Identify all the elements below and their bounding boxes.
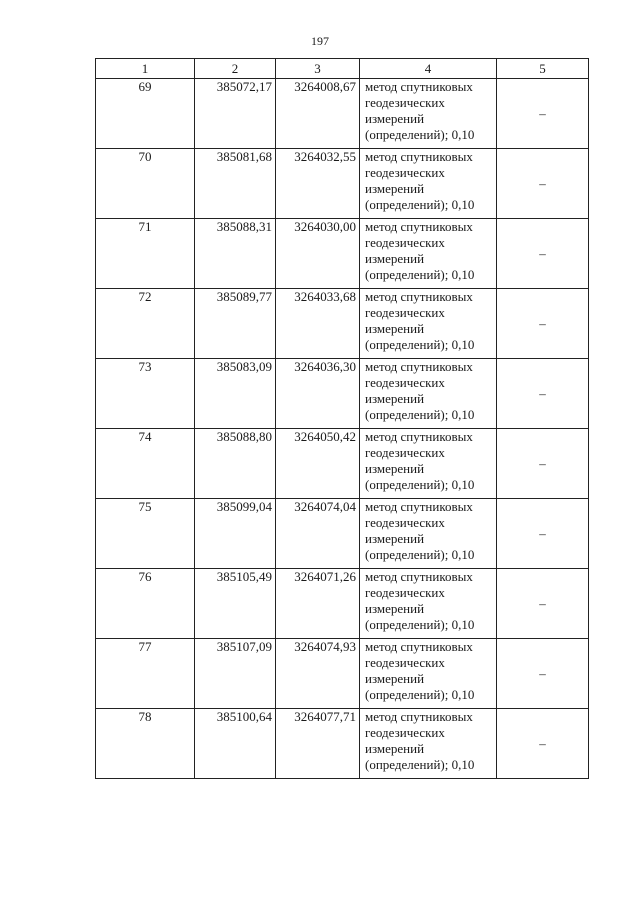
header-cell-4: 4: [360, 59, 497, 79]
method-cell: [360, 429, 497, 499]
method-text-line: измерений: [365, 531, 425, 546]
method-text-line: геодезических: [365, 235, 445, 250]
method-text-line: метод спутниковых: [365, 639, 473, 654]
method-text-line: метод спутниковых: [365, 149, 473, 164]
x-coordinate-cell: 385088,80: [195, 429, 276, 499]
y-coordinate-cell: 3264071,26: [276, 569, 360, 639]
method-text-line: (определений); 0,10: [365, 127, 475, 142]
coordinates-table: [95, 58, 589, 779]
method-text-line: (определений); 0,10: [365, 547, 475, 562]
point-number-cell: 73: [96, 359, 195, 429]
table-row: [96, 359, 589, 429]
method-text-line: (определений); 0,10: [365, 477, 475, 492]
x-coordinate-cell: 385089,77: [195, 289, 276, 359]
x-coordinate-cell: 385081,68: [195, 149, 276, 219]
method-cell: [360, 289, 497, 359]
note-cell: –: [497, 709, 589, 779]
method-text-line: (определений); 0,10: [365, 617, 475, 632]
method-text-line: геодезических: [365, 725, 445, 740]
method-text-line: метод спутниковых: [365, 499, 473, 514]
table-row: [96, 219, 589, 289]
method-text-line: (определений); 0,10: [365, 407, 475, 422]
table-row: [96, 569, 589, 639]
table-row: [96, 429, 589, 499]
method-cell: [360, 499, 497, 569]
header-cell-3: 3: [276, 59, 360, 79]
method-text-line: измерений: [365, 461, 425, 476]
y-coordinate-cell: 3264077,71: [276, 709, 360, 779]
method-text-line: геодезических: [365, 585, 445, 600]
method-text-line: измерений: [365, 391, 425, 406]
note-cell: –: [497, 499, 589, 569]
method-text-line: (определений); 0,10: [365, 757, 475, 772]
method-cell: [360, 219, 497, 289]
point-number-cell: 71: [96, 219, 195, 289]
point-number-cell: 74: [96, 429, 195, 499]
x-coordinate-cell: 385083,09: [195, 359, 276, 429]
method-text-line: измерений: [365, 321, 425, 336]
method-text-line: измерений: [365, 111, 425, 126]
method-text-line: (определений); 0,10: [365, 337, 475, 352]
y-coordinate-cell: 3264074,04: [276, 499, 360, 569]
note-cell: –: [497, 359, 589, 429]
y-coordinate-cell: 3264032,55: [276, 149, 360, 219]
table-row: [96, 709, 589, 779]
method-text-line: (определений); 0,10: [365, 267, 475, 282]
x-coordinate-cell: 385107,09: [195, 639, 276, 709]
method-cell: [360, 709, 497, 779]
y-coordinate-cell: 3264050,42: [276, 429, 360, 499]
x-coordinate-cell: 385100,64: [195, 709, 276, 779]
x-coordinate-cell: 385105,49: [195, 569, 276, 639]
method-cell: [360, 359, 497, 429]
note-cell: –: [497, 79, 589, 149]
header-cell-1: 1: [96, 59, 195, 79]
method-text-line: геодезических: [365, 445, 445, 460]
method-text-line: измерений: [365, 601, 425, 616]
point-number-cell: 76: [96, 569, 195, 639]
method-text-line: геодезических: [365, 165, 445, 180]
point-number-cell: 69: [96, 79, 195, 149]
point-number-cell: 77: [96, 639, 195, 709]
header-cell-5: 5: [497, 59, 589, 79]
method-text-line: метод спутниковых: [365, 359, 473, 374]
y-coordinate-cell: 3264074,93: [276, 639, 360, 709]
method-text-line: геодезических: [365, 655, 445, 670]
method-cell: [360, 149, 497, 219]
x-coordinate-cell: 385088,31: [195, 219, 276, 289]
method-text-line: измерений: [365, 671, 425, 686]
table-row: [96, 639, 589, 709]
page-number: 197: [311, 34, 329, 48]
method-text-line: измерений: [365, 251, 425, 266]
method-text-line: геодезических: [365, 305, 445, 320]
method-text-line: геодезических: [365, 515, 445, 530]
method-cell: [360, 79, 497, 149]
table-row: [96, 79, 589, 149]
method-text-line: геодезических: [365, 95, 445, 110]
method-cell: [360, 569, 497, 639]
note-cell: –: [497, 429, 589, 499]
note-cell: –: [497, 289, 589, 359]
point-number-cell: 75: [96, 499, 195, 569]
point-number-cell: 72: [96, 289, 195, 359]
point-number-cell: 70: [96, 149, 195, 219]
method-text-line: метод спутниковых: [365, 289, 473, 304]
y-coordinate-cell: 3264008,67: [276, 79, 360, 149]
table-header-row: [96, 59, 589, 79]
y-coordinate-cell: 3264033,68: [276, 289, 360, 359]
method-text-line: метод спутниковых: [365, 79, 473, 94]
x-coordinate-cell: 385072,17: [195, 79, 276, 149]
point-number-cell: 78: [96, 709, 195, 779]
method-text-line: измерений: [365, 181, 425, 196]
y-coordinate-cell: 3264036,30: [276, 359, 360, 429]
method-text-line: (определений); 0,10: [365, 687, 475, 702]
method-text-line: метод спутниковых: [365, 569, 473, 584]
table-row: [96, 499, 589, 569]
method-cell: [360, 639, 497, 709]
note-cell: –: [497, 219, 589, 289]
method-text-line: метод спутниковых: [365, 219, 473, 234]
method-text-line: метод спутниковых: [365, 429, 473, 444]
method-text-line: измерений: [365, 741, 425, 756]
method-text-line: геодезических: [365, 375, 445, 390]
note-cell: –: [497, 569, 589, 639]
table-body: [96, 59, 589, 779]
note-cell: –: [497, 149, 589, 219]
table-row: [96, 289, 589, 359]
x-coordinate-cell: 385099,04: [195, 499, 276, 569]
note-cell: –: [497, 639, 589, 709]
header-cell-2: 2: [195, 59, 276, 79]
y-coordinate-cell: 3264030,00: [276, 219, 360, 289]
method-text-line: метод спутниковых: [365, 709, 473, 724]
method-text-line: (определений); 0,10: [365, 197, 475, 212]
table-row: [96, 149, 589, 219]
